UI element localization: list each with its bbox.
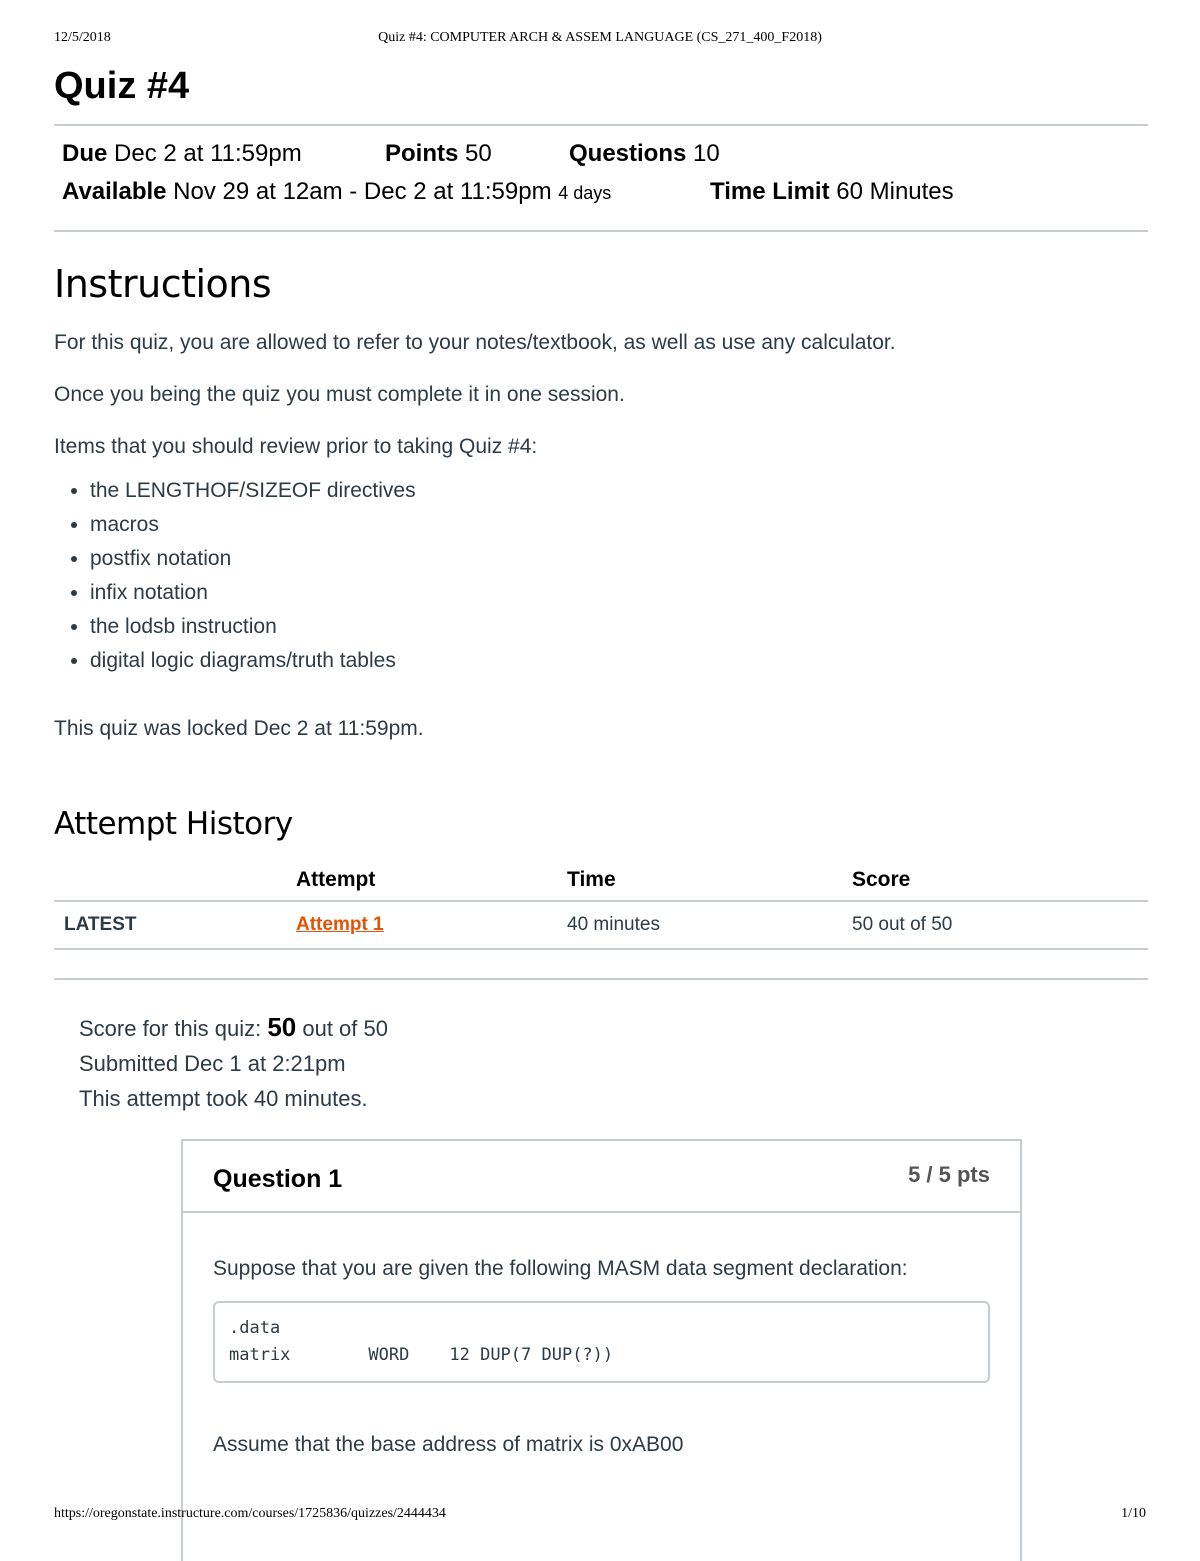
quiz-details	[54, 126, 1148, 230]
instructions-para-1: For this quiz, you are allowed to refer to your notes/textbook, as well as use any calculator.	[54, 331, 896, 354]
list-item: • digital logic diagrams/truth tables	[90, 644, 1148, 678]
column-header-score: Score	[852, 860, 1148, 901]
code-type: WORD	[368, 1345, 410, 1365]
page-title: Quiz #4	[54, 65, 190, 107]
points	[385, 140, 569, 168]
locked-notice: This quiz was locked Dec 2 at 11:59pm.	[54, 717, 424, 740]
available-duration: 4 days	[558, 183, 612, 203]
code-initializer: 12 DUP(7 DUP(?))	[449, 1345, 614, 1365]
code-block	[213, 1301, 990, 1383]
question-points: 5 / 5 pts	[908, 1162, 990, 1187]
table-header-row	[54, 860, 1148, 901]
question-body	[183, 1213, 1020, 1457]
submitted-line: Submitted Dec 1 at 2:21pm	[79, 1051, 346, 1076]
instructions-heading: Instructions	[54, 262, 272, 306]
time-limit	[710, 178, 954, 206]
print-footer	[54, 1506, 1146, 1526]
page-number: 1/10	[1121, 1506, 1146, 1521]
instructions-para-3: Items that you should review prior to taking Quiz #4:	[54, 435, 538, 458]
review-list	[54, 474, 1148, 678]
time-limit-value: 60 Minutes	[836, 178, 954, 205]
print-title: Quiz #4: COMPUTER ARCH & ASSEM LANGUAGE (CS_271_400_F2018)	[378, 30, 822, 45]
questions-value: 10	[693, 140, 720, 167]
instructions-para-2: Once you being the quiz you must complete it in one session.	[54, 383, 625, 406]
list-item: • infix notation	[90, 576, 1148, 610]
due-label: Due	[62, 140, 108, 167]
divider	[54, 978, 1148, 980]
available-label: Available	[62, 178, 167, 205]
question-card	[181, 1139, 1022, 1561]
attempt-summary	[79, 1010, 1148, 1116]
code-line	[229, 1342, 974, 1369]
attempt-cell	[296, 901, 567, 949]
print-header	[54, 30, 1146, 50]
score-prefix: Score for this quiz:	[79, 1016, 262, 1041]
divider	[54, 230, 1148, 232]
score-line	[79, 1010, 1148, 1046]
question-title: Question 1	[213, 1165, 343, 1193]
main-content	[54, 60, 1148, 1116]
points-value: 50	[465, 140, 492, 167]
due-value: Dec 2 at 11:59pm	[114, 140, 302, 167]
available-value: Nov 29 at 12am - Dec 2 at 11:59pm	[173, 178, 552, 205]
list-item: • the lodsb instruction	[90, 610, 1148, 644]
column-header-time: Time	[567, 860, 852, 901]
code-identifier: matrix	[229, 1345, 291, 1365]
details-row-2	[62, 178, 1140, 216]
list-item: • macros	[90, 508, 1148, 542]
print-date: 12/5/2018	[54, 30, 111, 45]
questions-count	[569, 140, 720, 168]
points-label: Points	[385, 140, 459, 167]
question-text-2: Assume that the base address of matrix is 0xAB00	[213, 1433, 684, 1456]
question-header	[183, 1141, 1020, 1213]
score-cell: 50 out of 50	[852, 901, 1148, 949]
attempt-1-link[interactable]: Attempt 1	[296, 914, 384, 935]
table-row	[54, 901, 1148, 949]
duration-line: This attempt took 40 minutes.	[79, 1086, 368, 1111]
code-line: .data	[229, 1318, 281, 1338]
score-value: 50	[267, 1012, 297, 1042]
attempt-history-heading: Attempt History	[54, 806, 293, 842]
column-header	[54, 860, 296, 901]
details-row-1	[62, 140, 1140, 178]
list-item: • postfix notation	[90, 542, 1148, 576]
attempt-history-table	[54, 860, 1148, 950]
latest-label: LATEST	[54, 901, 296, 949]
print-url: https://oregonstate.instructure.com/courses/1725836/quizzes/2444434	[54, 1506, 446, 1521]
question-text: Suppose that you are given the following MASM data segment declaration:	[213, 1257, 908, 1280]
time-cell: 40 minutes	[567, 901, 852, 949]
score-suffix: out of 50	[302, 1016, 388, 1041]
column-header-attempt: Attempt	[296, 860, 567, 901]
list-item: • the LENGTHOF/SIZEOF directives	[90, 474, 1148, 508]
time-limit-label: Time Limit	[710, 178, 830, 205]
questions-label: Questions	[569, 140, 687, 167]
due-date	[62, 140, 385, 168]
availability	[62, 178, 710, 206]
